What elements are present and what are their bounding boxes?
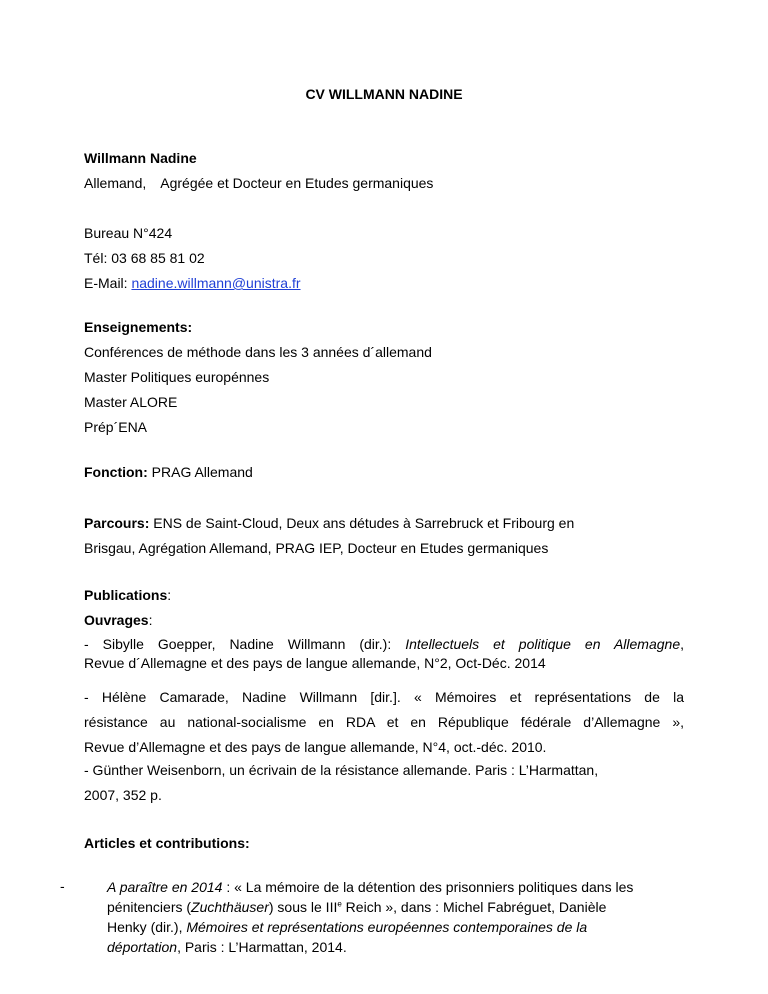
career-label: Parcours: (84, 515, 150, 531)
email-line (84, 274, 684, 292)
books-colon: : (148, 612, 153, 628)
email-label: E-Mail: (84, 275, 132, 291)
article-1-zuchthauser: Zuchthäuser (191, 899, 269, 915)
career-text: ENS de Saint-Cloud, Deux ans détudes à Sarrebruck et Fribourg en (149, 515, 575, 531)
publications-colon: : (167, 587, 172, 603)
person-name: Willmann Nadine (84, 150, 197, 166)
book-1-line-2: Revue d´Allemagne et des pays de langue allemande, N°2, Oct-Déc. 2014 (84, 655, 546, 671)
article-1-text-3a: Henky (dir.), (107, 919, 187, 935)
books-title: Ouvrages (84, 612, 149, 628)
subject-line (84, 174, 684, 192)
function-label: Fonction: (84, 464, 148, 480)
function-value: PRAG Allemand (147, 464, 253, 480)
book-1-authors: - Sibylle Goepper, Nadine Willmann (dir.): (84, 636, 406, 652)
article-1-book-title-end: déportation (107, 939, 178, 955)
article-1-prefix: A paraître en 2014 (107, 879, 223, 895)
book-1-title: Intellectuels et politique en Allemagne (405, 636, 681, 652)
book-2-line-1: - Hélène Camarade, Nadine Willmann [dir.]. « Mémoires et représentations de la (84, 689, 684, 705)
article-1-sup: e (337, 899, 342, 909)
article-1-text-2a: pénitenciers ( (107, 899, 192, 915)
teaching-item: Prép´ENA (84, 419, 148, 435)
teaching-item: Master ALORE (84, 394, 178, 410)
article-1-book-title: Mémoires et représentations européennes contemporaines de la (186, 919, 588, 935)
article-1-text-2c: Reich », dans : Michel Fabréguet, Danièle (341, 899, 607, 915)
book-3-line-2: 2007, 352 p. (84, 787, 162, 803)
teaching-item: Conférences de méthode dans les 3 années d´allemand (84, 344, 432, 360)
subject: Allemand, (84, 175, 147, 191)
publications-title: Publications (84, 587, 168, 603)
page-title: CV WILLMANN NADINE (305, 86, 463, 102)
qualification: Agrégée et Docteur en Etudes germaniques (160, 175, 434, 191)
teaching-heading: Enseignements: (84, 319, 193, 335)
article-1-text (107, 877, 687, 957)
function-line (84, 463, 684, 481)
book-2-line-3: Revue d’Allemagne et des pays de langue allemande, N°4, oct.-déc. 2010. (84, 739, 547, 755)
email-link[interactable]: nadine.willmann@unistra.fr (131, 275, 301, 291)
books-heading (84, 611, 684, 629)
articles-heading: Articles et contributions: (84, 835, 250, 851)
book-3-line-1: - Günther Weisenborn, un écrivain de la résistance allemande. Paris : L’Harmattan, (84, 762, 599, 778)
book-2-line-2: résistance au national-socialisme en RDA et en République fédérale d’Allemagne », (84, 714, 684, 730)
career-line-2: Brisgau, Agrégation Allemand, PRAG IEP, Docteur en Etudes germaniques (84, 540, 549, 556)
book-1-comma: , (680, 636, 684, 652)
teaching-item: Master Politiques europénnes (84, 369, 270, 385)
article-1-text-1: : « La mémoire de la détention des prisonniers politiques dans les (222, 879, 634, 895)
book-1-line-1 (84, 635, 684, 653)
article-1-text-2b: ) sous le III (268, 899, 338, 915)
career-line-1 (84, 514, 684, 532)
publications-heading (84, 586, 684, 604)
phone: Tél: 03 68 85 81 02 (84, 250, 205, 266)
office: Bureau N°424 (84, 225, 173, 241)
article-1-text-4b: , Paris : L’Harmattan, 2014. (177, 939, 347, 955)
article-1-bullet: - (60, 878, 65, 894)
